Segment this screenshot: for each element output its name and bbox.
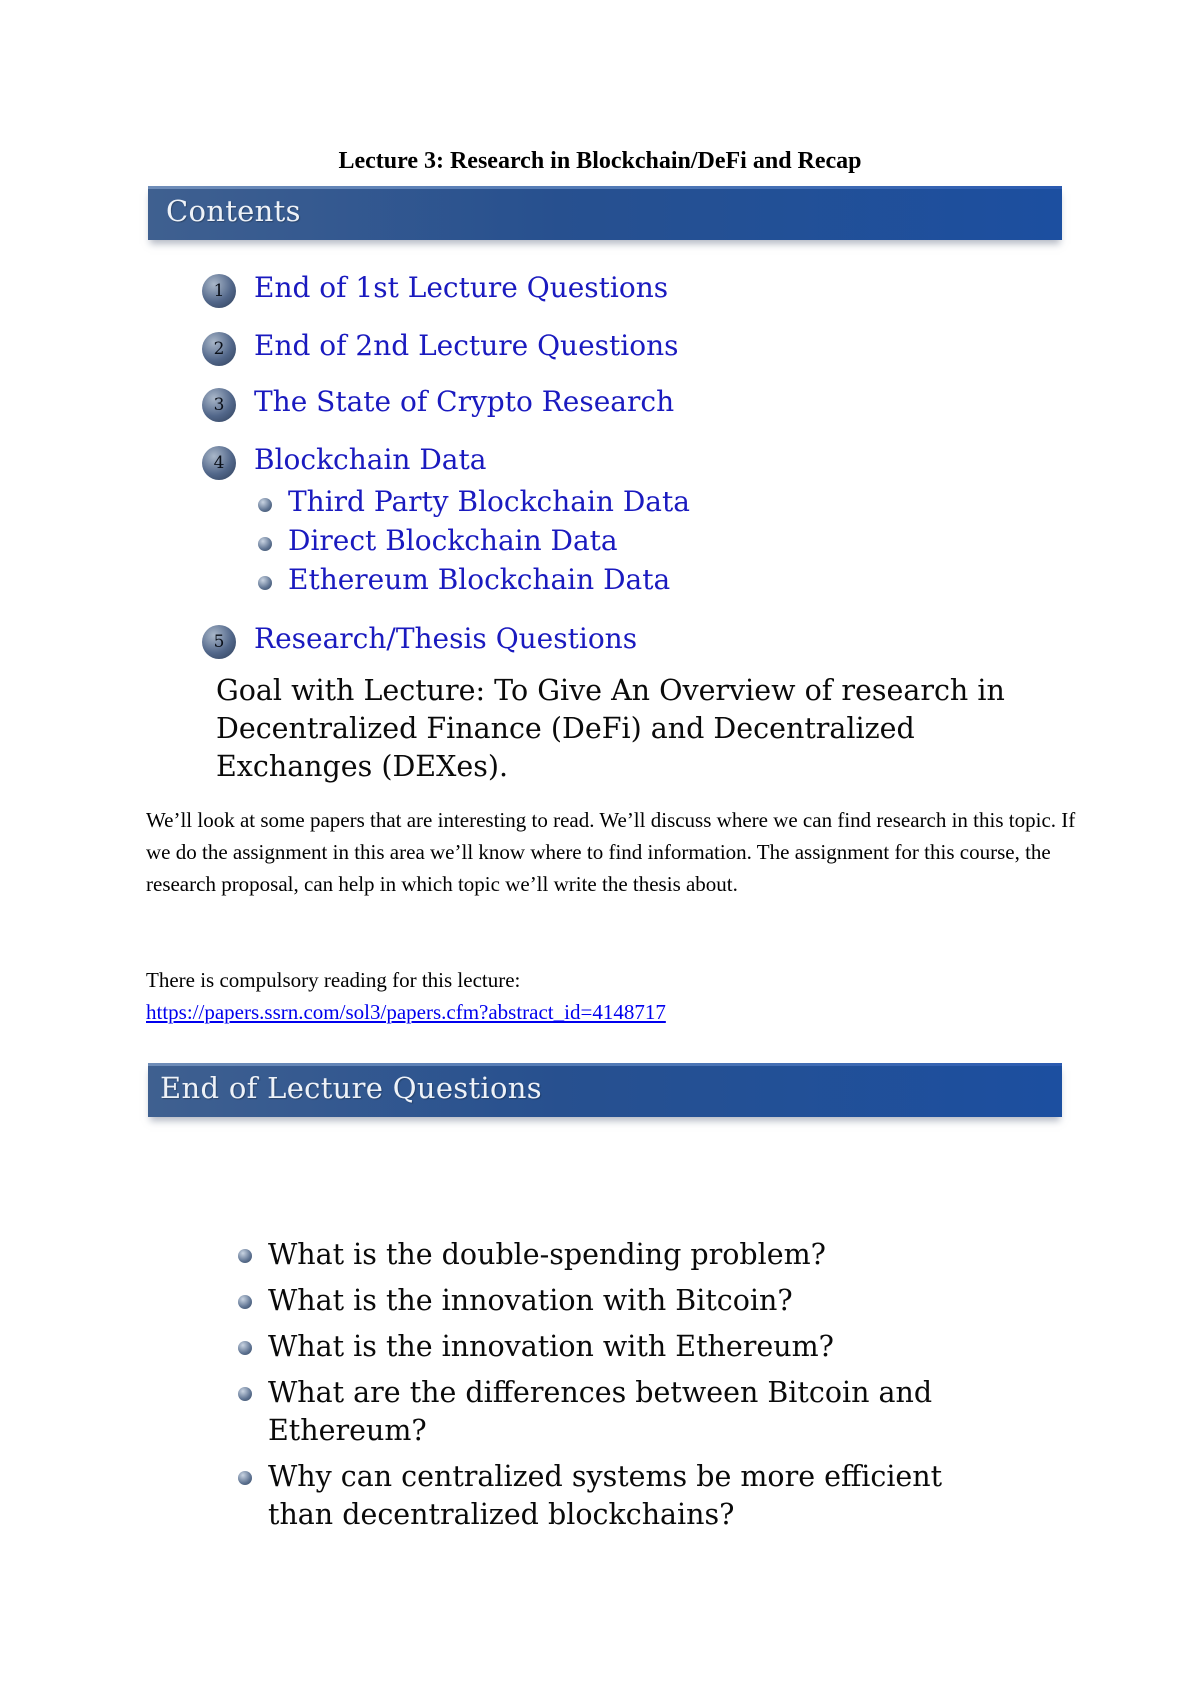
page-title: Lecture 3: Research in Blockchain/DeFi and Recap <box>338 148 862 174</box>
contents-item-label: The State of Crypto Research <box>254 385 675 418</box>
number-4-icon: 4 <box>202 446 236 480</box>
bullet-icon <box>258 498 272 512</box>
number-1-icon: 1 <box>202 274 236 308</box>
number-5-icon: 5 <box>202 625 236 659</box>
bullet-icon <box>238 1471 252 1485</box>
number-2-icon: 2 <box>202 332 236 366</box>
question-text: What is the double-spending problem? <box>268 1238 826 1271</box>
questions-header: End of Lecture Questions <box>160 1071 542 1105</box>
question-item <box>238 1282 1088 1320</box>
question-item <box>238 1236 1088 1274</box>
bullet-icon <box>238 1249 252 1263</box>
contents-subitem-label: Direct Blockchain Data <box>288 524 618 557</box>
questions-list <box>238 1236 1088 1542</box>
header-bar-accent <box>148 1063 1062 1066</box>
header-bar-accent <box>148 186 1062 189</box>
number-3-icon: 3 <box>202 388 236 422</box>
question-text: What are the differences between Bitcoin and Ethereum? <box>268 1376 933 1447</box>
reading-paragraph <box>146 964 1076 1028</box>
question-item <box>238 1374 1088 1450</box>
contents-header: Contents <box>166 194 301 228</box>
question-text: Why can centralized systems be more efficient than decentralized blockchains? <box>268 1460 943 1531</box>
lecture-goal: Goal with Lecture: To Give An Overview of research in Decentralized Finance (DeFi) and Decentralized Exchanges (DEXes). <box>216 674 1005 783</box>
contents-subitem-label: Ethereum Blockchain Data <box>288 563 671 596</box>
contents-item-label: End of 2nd Lecture Questions <box>254 329 679 362</box>
question-text: What is the innovation with Bitcoin? <box>268 1284 793 1317</box>
bullet-icon <box>258 537 272 551</box>
question-item <box>238 1328 1088 1366</box>
question-text: What is the innovation with Ethereum? <box>268 1330 834 1363</box>
reading-intro: There is compulsory reading for this lecture: <box>146 968 521 992</box>
questions-header-bar <box>148 1063 1062 1117</box>
contents-item-label: Blockchain Data <box>254 443 487 476</box>
reading-link[interactable]: https://papers.ssrn.com/sol3/papers.cfm?abstract_id=4148717 <box>146 1000 666 1024</box>
contents-item-label: Research/Thesis Questions <box>254 622 638 655</box>
intro-paragraph: We’ll look at some papers that are interesting to read. We’ll discuss where we can find research in this topic. If we do the assignment in this area we’ll know where to find information. The assignment for this course, the research proposal, can help in which topic we’ll write the thesis about. <box>146 808 1076 896</box>
question-item <box>238 1458 1008 1534</box>
bullet-icon <box>238 1341 252 1355</box>
bullet-icon <box>238 1387 252 1401</box>
contents-subitem-label: Third Party Blockchain Data <box>288 485 690 518</box>
contents-header-bar <box>148 186 1062 240</box>
bullet-icon <box>258 576 272 590</box>
bullet-icon <box>238 1295 252 1309</box>
contents-item-label: End of 1st Lecture Questions <box>254 271 669 304</box>
